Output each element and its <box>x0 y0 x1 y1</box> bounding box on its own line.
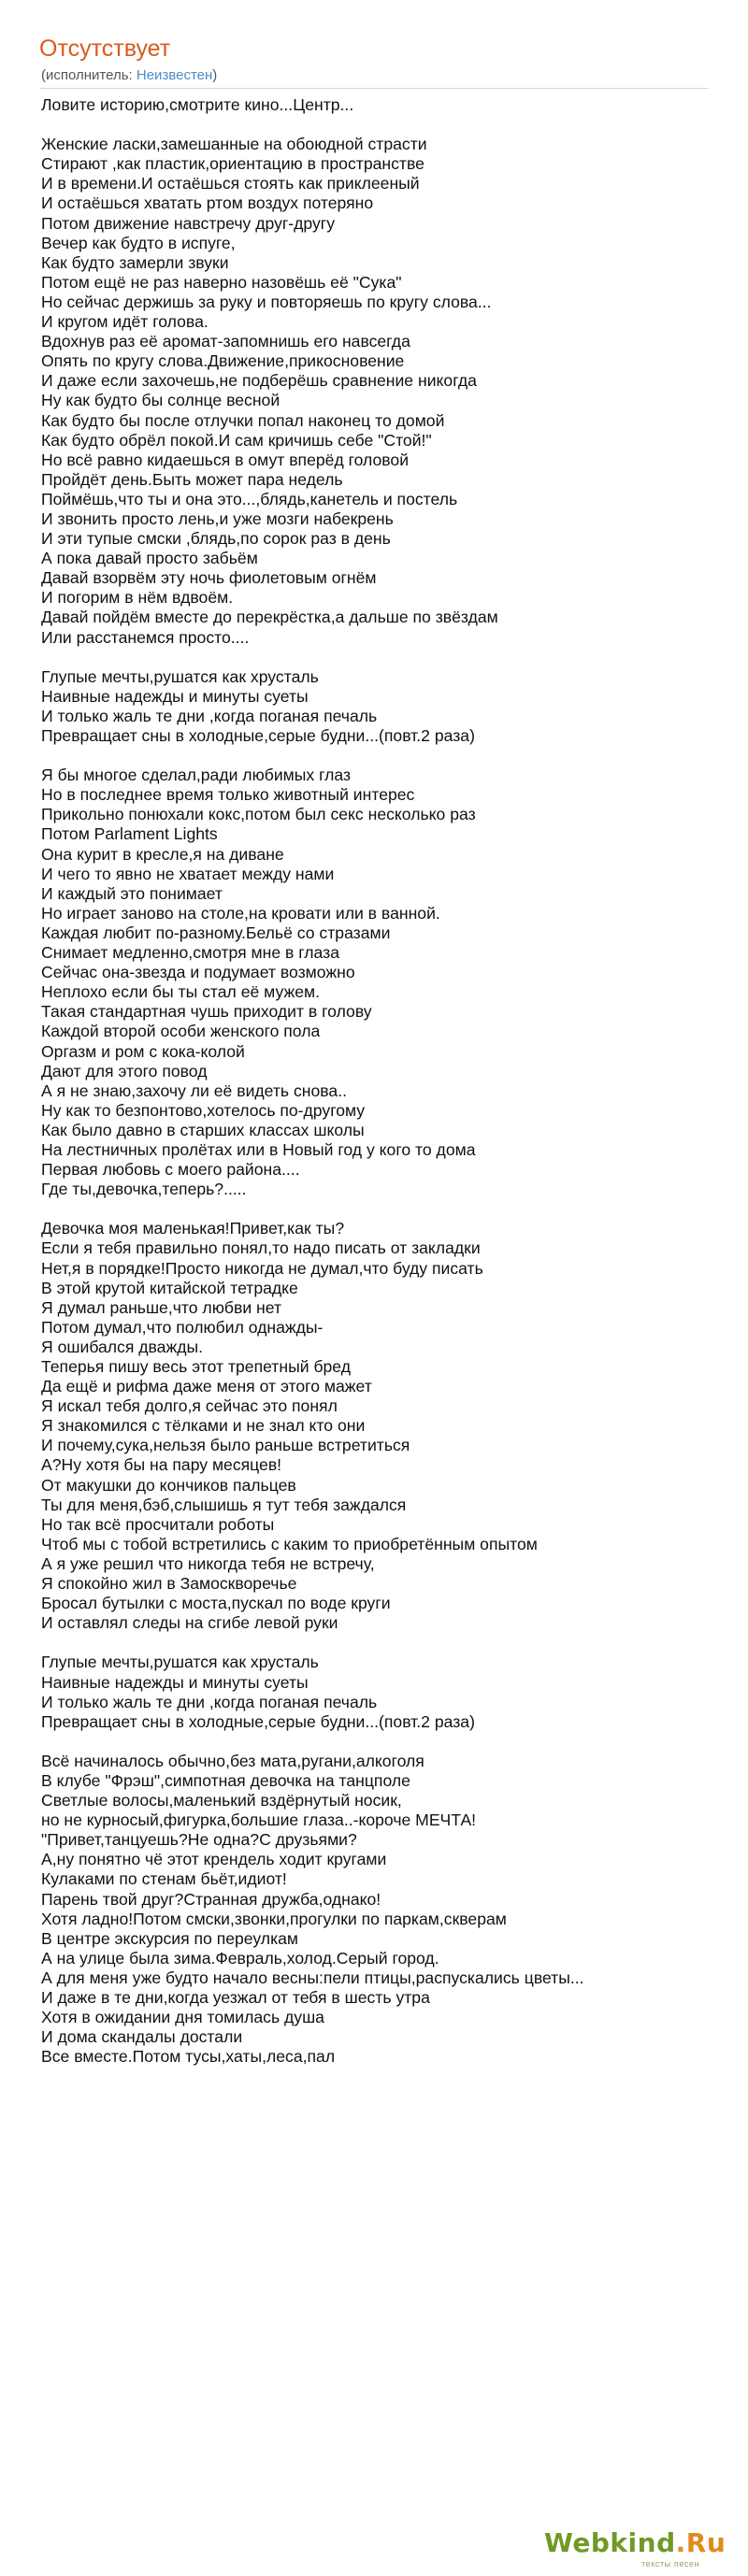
lyric-line: Но играет заново на столе,на кровати или в ванной. <box>41 903 440 923</box>
lyric-line: Девочка моя маленькая!Привет,как ты? <box>41 1219 345 1238</box>
lyrics-stanza <box>41 1219 714 1633</box>
lyric-line: И чего то явно не хватает между нами <box>41 864 335 883</box>
lyric-line: И погорим в нём вдвоём. <box>41 588 234 608</box>
lyric-line: Как будто обрёл покой.И сам кричишь себе "Стой!" <box>41 430 432 450</box>
lyric-line: И дома скандалы достали <box>41 2027 243 2047</box>
lyric-line: Как будто замерли звуки <box>41 252 229 272</box>
lyric-line: Такая стандартная чушь приходит в голову <box>41 1002 372 1022</box>
lyric-line: Опять по кругу слова.Движение,прикосновение <box>41 351 405 371</box>
lyric-line: Но всё равно кидаешься в омут вперёд головой <box>41 450 410 469</box>
lyric-line: Я думал раньше,что любви нет <box>41 1297 282 1317</box>
lyric-line: И в времени.И остаёшься стоять как приклееный <box>41 174 420 193</box>
lyric-line: Ты для меня,бэб,слышишь я тут тебя заждался <box>41 1495 407 1514</box>
logo-tagline: тексты песен <box>641 2559 700 2569</box>
lyric-line: А?Ну хотя бы на пару месяцев! <box>41 1455 282 1475</box>
lyric-line: Парень твой друг?Странная дружба,однако! <box>41 1889 381 1909</box>
lyric-line: И остаёшься хватать ртом воздух потеряно <box>41 193 374 213</box>
lyric-line: Поймёшь,что ты и она это...,блядь,канетель и постель <box>41 489 458 508</box>
lyric-line: Светлые волосы,маленький вздёрнутый носик, <box>41 1791 402 1810</box>
lyrics-stanza <box>41 135 714 647</box>
lyric-line: но не курносый,фигурка,большие глаза..-короче МЕЧТА! <box>41 1810 477 1830</box>
site-logo[interactable] <box>544 2527 731 2569</box>
lyric-line: Всё начиналось обычно,без мата,ругани,алкоголя <box>41 1751 424 1770</box>
lyric-line: Сейчас она-звезда и подумает возможно <box>41 963 355 982</box>
lyric-line: И эти тупые смски ,блядь,по сорок раз в день <box>41 529 391 549</box>
lyric-line: Прикольно понюхали кокс,потом был секс несколько раз <box>41 805 476 824</box>
lyric-line: Потом думал,что полюбил однажды- <box>41 1317 324 1337</box>
lyrics-stanza <box>41 667 714 746</box>
lyric-line: Давай пойдём вместе до перекрёстка,а дальше по звёздам <box>41 608 498 627</box>
lyric-line: Женские ласки,замешанные на обоюдной страсти <box>41 135 427 154</box>
lyric-line: Оргазм и ром с кока-колой <box>41 1041 245 1061</box>
lyrics-body <box>41 95 714 2067</box>
lyric-line: Нет,я в порядке!Просто никогда не думал,что буду писать <box>41 1258 483 1278</box>
lyric-line: Я спокойно жил в Замоскворечье <box>41 1574 297 1594</box>
lyric-line: Первая любовь с моего района.... <box>41 1160 300 1180</box>
lyric-line: Хотя в ожидании дня томилась душа <box>41 2008 324 2027</box>
lyric-line: Вечер как будто в испуге, <box>41 233 236 252</box>
lyric-line: Потом Parlament Lights <box>41 824 218 844</box>
logo-name-suffix: .Ru <box>675 2527 726 2558</box>
logo-name-main: Webkind <box>544 2527 676 2558</box>
lyric-line: Но так всё просчитали роботы <box>41 1514 275 1534</box>
lyric-line: В этой крутой китайской тетрадке <box>41 1278 298 1297</box>
lyric-line: Каждой второй особи женского пола <box>41 1022 321 1041</box>
lyric-line: А пока давай просто забьём <box>41 549 258 568</box>
lyric-line: Ну как то безпонтово,хотелось по-другому <box>41 1100 366 1120</box>
lyric-line: Чтоб мы с тобой встретились с каким то приобретённым опытом <box>41 1534 538 1553</box>
lyrics-stanza <box>41 1752 714 2068</box>
lyric-line: И только жаль те дни ,когда поганая печаль <box>41 1692 378 1711</box>
lyric-line: Потом ещё не раз наверно назовёшь её "Сука" <box>41 272 402 292</box>
lyric-line: А на улице была зима.Февраль,холод.Серый город. <box>41 1948 439 1968</box>
lyric-line: Если я тебя правильно понял,то надо писать от закладки <box>41 1238 481 1258</box>
lyric-line: И даже в те дни,когда уезжал от тебя в шесть утра <box>41 1988 430 2007</box>
lyric-line: Я знакомился с тёлками и не знал кто они <box>41 1416 366 1436</box>
lyric-line: И даже если захочешь,не подберёшь сравнение никогда <box>41 371 477 391</box>
lyrics-stanza <box>41 95 714 115</box>
header-divider <box>39 88 709 89</box>
lyric-line: Вдохнув раз её аромат-запомнишь его навсегда <box>41 332 410 351</box>
lyric-line: Она курит в кресле,я на диване <box>41 844 284 864</box>
lyric-line: Как будто бы после отлучки попал наконец то домой <box>41 410 445 430</box>
lyric-line: Стирают ,как пластик,ориентацию в пространстве <box>41 154 424 174</box>
lyric-line: И каждый это понимает <box>41 883 223 903</box>
lyric-line: Но в последнее время только животный интерес <box>41 785 415 805</box>
lyric-line: Хотя ладно!Потом смски,звонки,прогулки по паркам,скверам <box>41 1909 507 1928</box>
artist-suffix: ) <box>212 67 218 83</box>
lyric-line: Я бы многое сделал,ради любимых глаз <box>41 766 352 785</box>
lyric-line: А я не знаю,захочу ли её видеть снова.. <box>41 1080 347 1100</box>
lyric-line: Каждая любит по-разному.Бельё со стразами <box>41 923 391 942</box>
lyric-line: И кругом идёт голова. <box>41 312 209 332</box>
artist-prefix: (исполнитель: <box>41 67 137 83</box>
lyric-line: В клубе "Фрэш",симпотная девочка на танцполе <box>41 1770 410 1790</box>
lyric-line: Наивные надежды и минуты суеты <box>41 686 309 706</box>
lyric-line: Кулаками по стенам бьёт,идиот! <box>41 1869 287 1889</box>
lyric-line: Пройдёт день.Быть может пара недель <box>41 469 343 489</box>
lyric-line: Теперья пишу весь этот трепетный бред <box>41 1357 351 1376</box>
lyric-line: На лестничных пролётах или в Новый год у кого то дома <box>41 1139 476 1159</box>
lyric-line: Но сейчас держишь за руку и повторяешь по кругу слова... <box>41 292 492 311</box>
lyric-line: А я уже решил что никогда тебя не встречу, <box>41 1553 375 1573</box>
lyric-line: А для меня уже будто начало весны:пели птицы,распускались цветы... <box>41 1968 584 1987</box>
lyric-line: В центре экскурсия по переулкам <box>41 1928 299 1948</box>
lyric-line: Где ты,девочка,теперь?..... <box>41 1180 247 1199</box>
lyric-line: Глупые мечты,рушатся как хрусталь <box>41 666 319 686</box>
lyric-line: И почему,сука,нельзя было раньше встретиться <box>41 1436 410 1455</box>
lyric-line: Потом движение навстречу друг-другу <box>41 213 336 233</box>
lyric-line: "Привет,танцуешь?Не одна?С друзьями? <box>41 1830 357 1850</box>
lyric-line: Превращает сны в холодные,серые будни...(повт.2 раза) <box>41 726 475 745</box>
lyric-line: От макушки до кончиков пальцев <box>41 1475 296 1495</box>
lyric-line: Превращает сны в холодные,серые будни...(повт.2 раза) <box>41 1711 475 1731</box>
lyric-line: Глупые мечты,рушатся как хрусталь <box>41 1653 319 1672</box>
lyrics-stanza <box>41 1653 714 1731</box>
artist-link[interactable]: Неизвестен <box>136 67 213 83</box>
lyric-line: Давай взорвём эту ночь фиолетовым огнём <box>41 568 377 588</box>
lyric-line: Бросал бутылки с моста,пускал по воде круги <box>41 1594 391 1613</box>
lyric-line: Я искал тебя долго,я сейчас это понял <box>41 1396 338 1416</box>
lyric-line: Неплохо если бы ты стал её мужем. <box>41 982 320 1002</box>
lyric-line: Или расстанемся просто.... <box>41 627 250 647</box>
lyric-line: И звонить просто лень,и уже мозги набекрень <box>41 508 394 528</box>
lyric-line: А,ну понятно чё этот крендель ходит кругами <box>41 1850 387 1869</box>
lyric-line: Ну как будто бы солнце весной <box>41 391 280 410</box>
lyric-line: Все вместе.Потом тусы,хаты,леса,пал <box>41 2047 336 2067</box>
lyric-line: Я ошибался дважды. <box>41 1337 204 1356</box>
lyric-line: Дают для этого повод <box>41 1061 208 1080</box>
lyric-line: Как было давно в старших классах школы <box>41 1120 365 1139</box>
lyric-line: Наивные надежды и минуты суеты <box>41 1672 309 1692</box>
artist-line <box>41 67 217 83</box>
song-title: Отсутствует <box>39 36 171 62</box>
lyric-line: Ловите историю,смотрите кино...Центр... <box>41 95 354 114</box>
lyrics-stanza <box>41 766 714 1199</box>
lyric-line: И только жаль те дни ,когда поганая печаль <box>41 706 378 725</box>
lyric-line: И оставлял следы на сгибе левой руки <box>41 1613 338 1633</box>
logo-wordmark <box>544 2527 726 2558</box>
lyric-line: Да ещё и рифма даже меня от этого мажет <box>41 1377 372 1396</box>
lyric-line: Снимает медленно,смотря мне в глаза <box>41 943 339 963</box>
